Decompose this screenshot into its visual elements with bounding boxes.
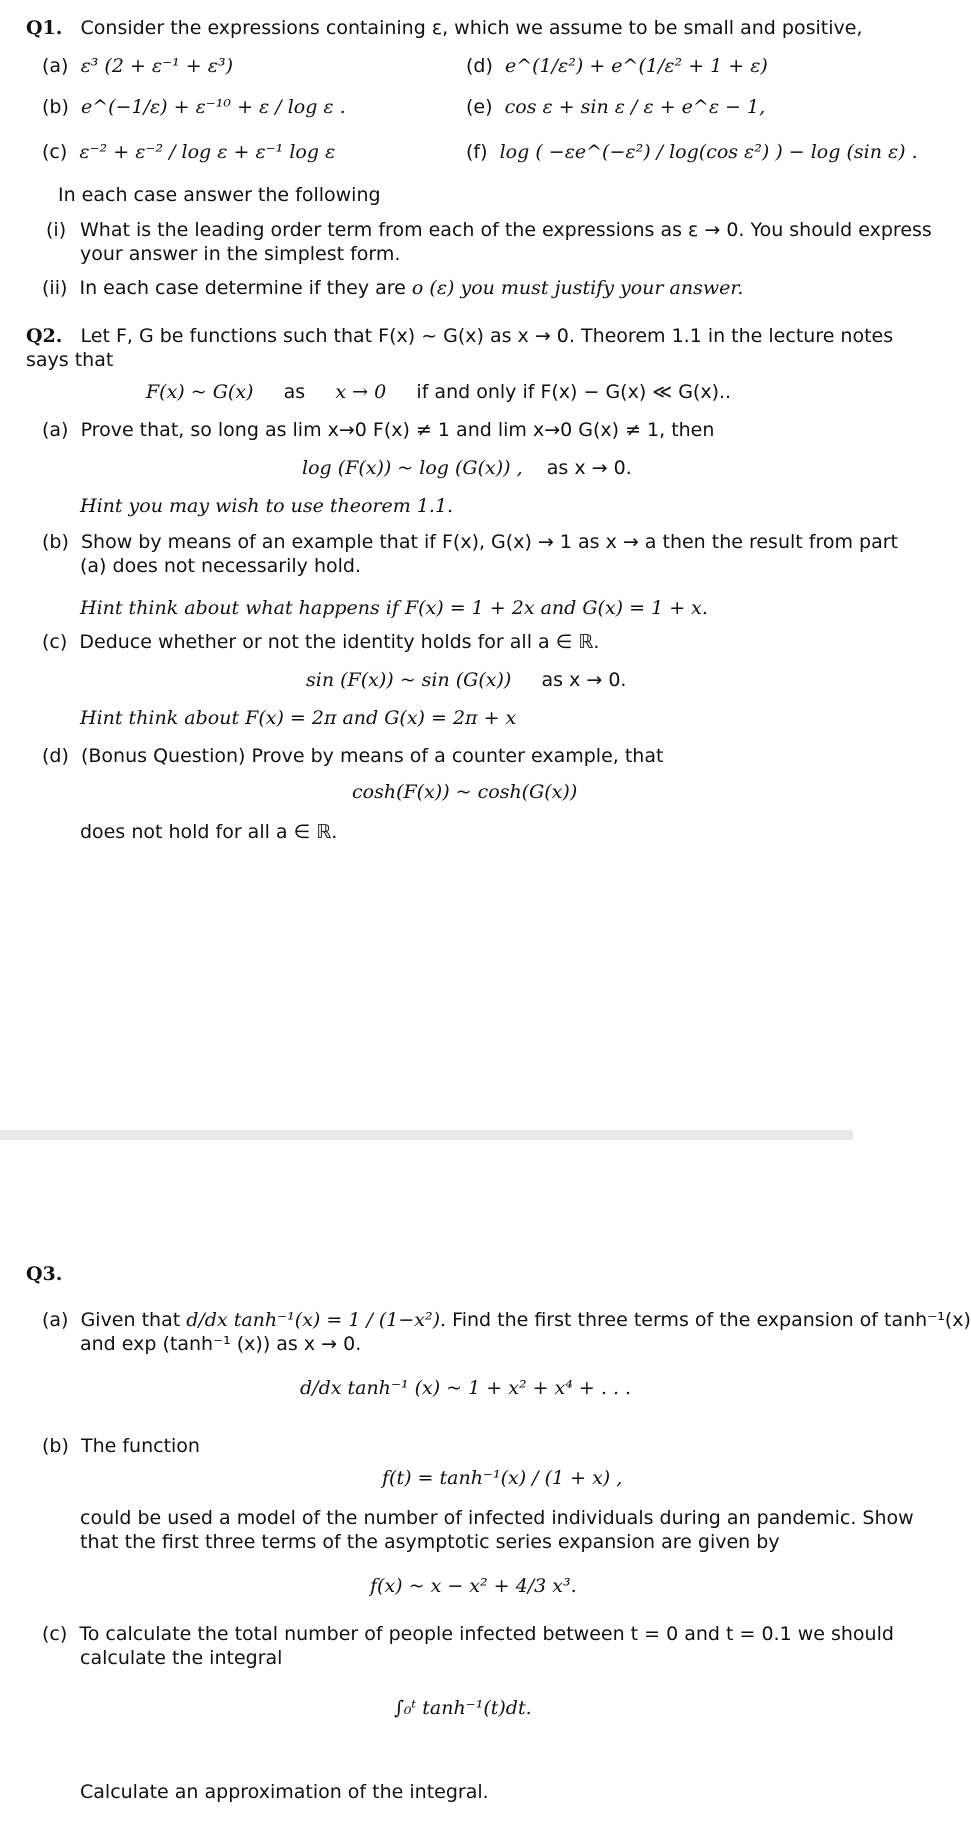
q1-part-a-label: (a) xyxy=(42,55,69,77)
q2-part-c xyxy=(42,630,599,654)
q2-intro-line2: says that xyxy=(26,349,114,371)
q1-part-a-expr: ε³ (2 + ε⁻¹ + ε³) xyxy=(80,55,233,77)
q3-part-b-display2: f(x) ~ x − x² + 4/3 x³. xyxy=(370,1575,577,1597)
q1-part-f-label: (f) xyxy=(466,141,488,163)
q3-part-c-label: (c) xyxy=(42,1623,68,1645)
q3-part-a-display: d/dx tanh⁻¹ (x) ~ 1 + x² + x⁴ + . . . xyxy=(300,1377,632,1399)
q1-part-e-label: (e) xyxy=(466,96,493,118)
q3-part-a xyxy=(42,1308,971,1332)
q2-part-d xyxy=(42,744,663,768)
q3-part-c xyxy=(42,1622,894,1646)
q1-sub-ii-math: o (ε) xyxy=(411,277,455,299)
q2-header xyxy=(26,324,893,348)
q2-part-d-text: (Bonus Question) Prove by means of a counter example, that xyxy=(80,745,664,767)
q1-part-a xyxy=(42,54,233,78)
q3-part-b-label: (b) xyxy=(42,1435,69,1457)
q1-sub-ii-italic: you must justify your answer. xyxy=(460,277,744,299)
q2-part-d-display: cosh(F(x)) ~ cosh(G(x)) xyxy=(352,781,578,803)
q3-part-c-line2: calculate the integral xyxy=(80,1647,283,1669)
q3-part-a-line2: and exp (tanh⁻¹ (x)) as x → 0. xyxy=(80,1333,362,1355)
q2-part-a-text: Prove that, so long as lim x→0 F(x) ≠ 1 and lim x→0 G(x) ≠ 1, then xyxy=(80,419,715,441)
q1-part-d xyxy=(466,54,768,78)
q2-part-a xyxy=(42,418,714,442)
q1-answer-intro: In each case answer the following xyxy=(58,184,381,206)
q1-part-b-expr: e^(−1/ε) + ε⁻¹⁰ + ε / log ε . xyxy=(80,96,346,118)
q1-sub-ii-text: In each case determine if they are xyxy=(79,277,406,299)
q2-theorem-rhs: if and only if F(x) − G(x) ≪ G(x).. xyxy=(416,381,732,403)
q3-part-a-label: (a) xyxy=(42,1309,69,1331)
q3-part-b-line2: that the first three terms of the asymptotic series expansion are given by xyxy=(80,1531,780,1553)
question-page-2 xyxy=(0,1140,971,1843)
q2-theorem-as: as xyxy=(283,381,306,403)
q1-sub-ii xyxy=(42,276,743,300)
q2-theorem xyxy=(146,380,731,404)
q2-part-c-text: Deduce whether or not the identity holds for all a ∈ ℝ. xyxy=(79,631,600,653)
q1-part-c xyxy=(42,140,335,164)
q3-part-b xyxy=(42,1434,200,1458)
q2-part-c-as: as x → 0. xyxy=(541,669,627,691)
q2-number: Q2. xyxy=(26,325,63,347)
q1-part-e-expr: cos ε + sin ε / ε + e^ε − 1, xyxy=(504,96,766,118)
q2-part-b-hint: Hint think about what happens if F(x) = 1 + 2x and G(x) = 1 + x. xyxy=(80,597,708,619)
q1-header xyxy=(26,16,862,40)
q1-sub-ii-label: (ii) xyxy=(42,277,68,299)
q3-part-b-text: The function xyxy=(80,1435,200,1457)
q1-part-d-expr: e^(1/ε²) + e^(1/ε² + 1 + ε) xyxy=(504,55,768,77)
q2-part-a-formula: log (F(x)) ~ log (G(x)) , xyxy=(302,457,523,479)
q3-part-c-tail: Calculate an approximation of the integral. xyxy=(80,1781,489,1803)
q1-part-b xyxy=(42,95,346,119)
q2-theorem-limit: x → 0 xyxy=(335,381,387,403)
q2-part-b-label: (b) xyxy=(42,531,69,553)
q1-number: Q1. xyxy=(26,17,63,39)
page-separator xyxy=(0,1130,853,1140)
q2-intro-line1: Let F, G be functions such that F(x) ~ G(x) as x → 0. Theorem 1.1 in the lecture notes xyxy=(80,325,894,347)
q2-part-a-display xyxy=(302,456,632,480)
q2-part-a-label: (a) xyxy=(42,419,69,441)
q1-part-b-label: (b) xyxy=(42,96,69,118)
q3-part-a-pre: Given that xyxy=(80,1309,181,1331)
q3-part-b-line1: could be used a model of the number of infected individuals during an pandemic. Show xyxy=(80,1507,914,1529)
q3-part-b-display: f(t) = tanh⁻¹(x) / (1 + x) , xyxy=(382,1467,623,1489)
q1-part-c-label: (c) xyxy=(42,141,68,163)
q3-part-a-post: Find the first three terms of the expansion of tanh⁻¹(x) xyxy=(452,1309,971,1331)
q2-part-a-as: as x → 0. xyxy=(546,457,632,479)
q3-part-a-math: d/dx tanh⁻¹(x) = 1 / (1−x²). xyxy=(186,1309,447,1331)
q1-part-c-expr: ε⁻² + ε⁻² / log ε + ε⁻¹ log ε xyxy=(79,141,336,163)
q2-part-d-tail: does not hold for all a ∈ ℝ. xyxy=(80,821,338,843)
q1-part-e xyxy=(466,95,765,119)
q3-part-c-line1: To calculate the total number of people infected between t = 0 and t = 0.1 we should xyxy=(79,1623,894,1645)
q2-part-c-display xyxy=(306,668,626,692)
q2-part-a-hint: Hint you may wish to use theorem 1.1. xyxy=(80,495,454,517)
q1-part-f xyxy=(466,140,918,164)
q2-part-b-line1: Show by means of an example that if F(x), G(x) → 1 as x → a then the result from part xyxy=(80,531,898,553)
q2-part-b-line2: (a) does not necessarily hold. xyxy=(80,555,361,577)
q1-part-f-expr: log ( −εe^(−ε²) / log(cos ε²) ) − log (sin ε) . xyxy=(499,141,918,163)
q2-part-c-formula: sin (F(x)) ~ sin (G(x)) xyxy=(306,669,512,691)
q3-part-c-display: ∫₀ᵗ tanh⁻¹(t)dt. xyxy=(394,1697,532,1719)
q3-number: Q3. xyxy=(26,1263,63,1285)
q1-intro: Consider the expressions containing ε, which we assume to be small and positive, xyxy=(80,17,863,39)
q1-sub-i-label: (i) xyxy=(46,219,67,241)
q2-part-c-hint: Hint think about F(x) = 2π and G(x) = 2π + x xyxy=(80,707,517,729)
q2-part-c-label: (c) xyxy=(42,631,68,653)
q2-part-b xyxy=(42,530,898,554)
q2-part-d-label: (d) xyxy=(42,745,69,767)
q1-sub-i-line1: What is the leading order term from each of the expressions as ε → 0. You should express xyxy=(80,219,932,241)
q1-part-d-label: (d) xyxy=(466,55,493,77)
q1-sub-i-line2: your answer in the simplest form. xyxy=(80,243,401,265)
q2-theorem-lhs: F(x) ~ G(x) xyxy=(146,381,254,403)
